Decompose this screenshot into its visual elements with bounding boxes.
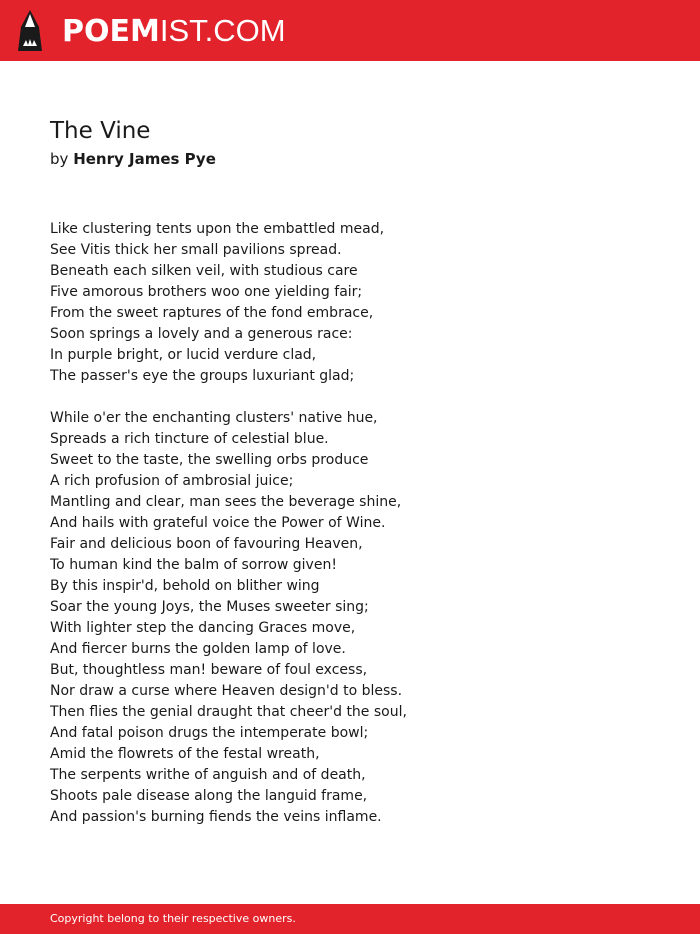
poem-line: Soon springs a lovely and a generous race: xyxy=(50,326,353,342)
site-logo[interactable] xyxy=(62,11,286,51)
stanza xyxy=(50,219,650,387)
poem-line: The serpents writhe of anguish and of death, xyxy=(50,767,366,783)
logo-text-bold: POEM xyxy=(62,14,160,49)
poem-line: And hails with grateful voice the Power of Wine. xyxy=(50,515,386,531)
site-footer xyxy=(0,904,700,934)
poem-line: While o'er the enchanting clusters' native hue, xyxy=(50,410,378,426)
poem-line: Beneath each silken veil, with studious care xyxy=(50,263,358,279)
poem-line: And passion's burning fiends the veins inflame. xyxy=(50,809,382,825)
poem-line: Like clustering tents upon the embattled mead, xyxy=(50,221,385,237)
poem-line: Fair and delicious boon of favouring Heaven, xyxy=(50,536,363,552)
poem-line: With lighter step the dancing Graces move, xyxy=(50,620,356,636)
pen-nib-icon[interactable] xyxy=(18,10,42,52)
poem-line: But, thoughtless man! beware of foul excess, xyxy=(50,662,368,678)
poem-line: Nor draw a curse where Heaven design'd to bless. xyxy=(50,683,403,699)
poem-line: In purple bright, or lucid verdure clad, xyxy=(50,347,317,363)
poem-line: Then flies the genial draught that cheer'd the soul, xyxy=(50,704,407,720)
author-name: Henry James Pye xyxy=(73,150,216,168)
poem-line: And fatal poison drugs the intemperate bowl; xyxy=(50,725,369,741)
poem-body xyxy=(50,219,650,849)
site-header xyxy=(0,0,700,61)
poem-line: By this inspir'd, behold on blither wing xyxy=(50,578,320,594)
poem-line: Shoots pale disease along the languid frame, xyxy=(50,788,368,804)
poem-line: Mantling and clear, man sees the beverage shine, xyxy=(50,494,402,510)
poem-line: Soar the young Joys, the Muses sweeter sing; xyxy=(50,599,369,615)
logo-text-light: IST.COM xyxy=(159,13,286,48)
byline xyxy=(50,149,216,169)
poem-line: Spreads a rich tincture of celestial blue. xyxy=(50,431,329,447)
poem-line: Sweet to the taste, the swelling orbs produce xyxy=(50,452,369,468)
poem-line: A rich profusion of ambrosial juice; xyxy=(50,473,294,489)
poem-line: And fiercer burns the golden lamp of love. xyxy=(50,641,346,657)
poem-line: To human kind the balm of sorrow given! xyxy=(50,557,337,573)
stanza xyxy=(50,408,650,828)
copyright-text: Copyright belong to their respective owners. xyxy=(50,912,296,925)
poem-line: Five amorous brothers woo one yielding fair; xyxy=(50,284,363,300)
by-label: by xyxy=(50,150,69,168)
poem-title: The Vine xyxy=(50,118,151,144)
poem-line: See Vitis thick her small pavilions spread. xyxy=(50,242,342,258)
poem-line: Amid the flowrets of the festal wreath, xyxy=(50,746,320,762)
poem-line: From the sweet raptures of the fond embrace, xyxy=(50,305,374,321)
poem-line: The passer's eye the groups luxuriant glad; xyxy=(50,368,355,384)
